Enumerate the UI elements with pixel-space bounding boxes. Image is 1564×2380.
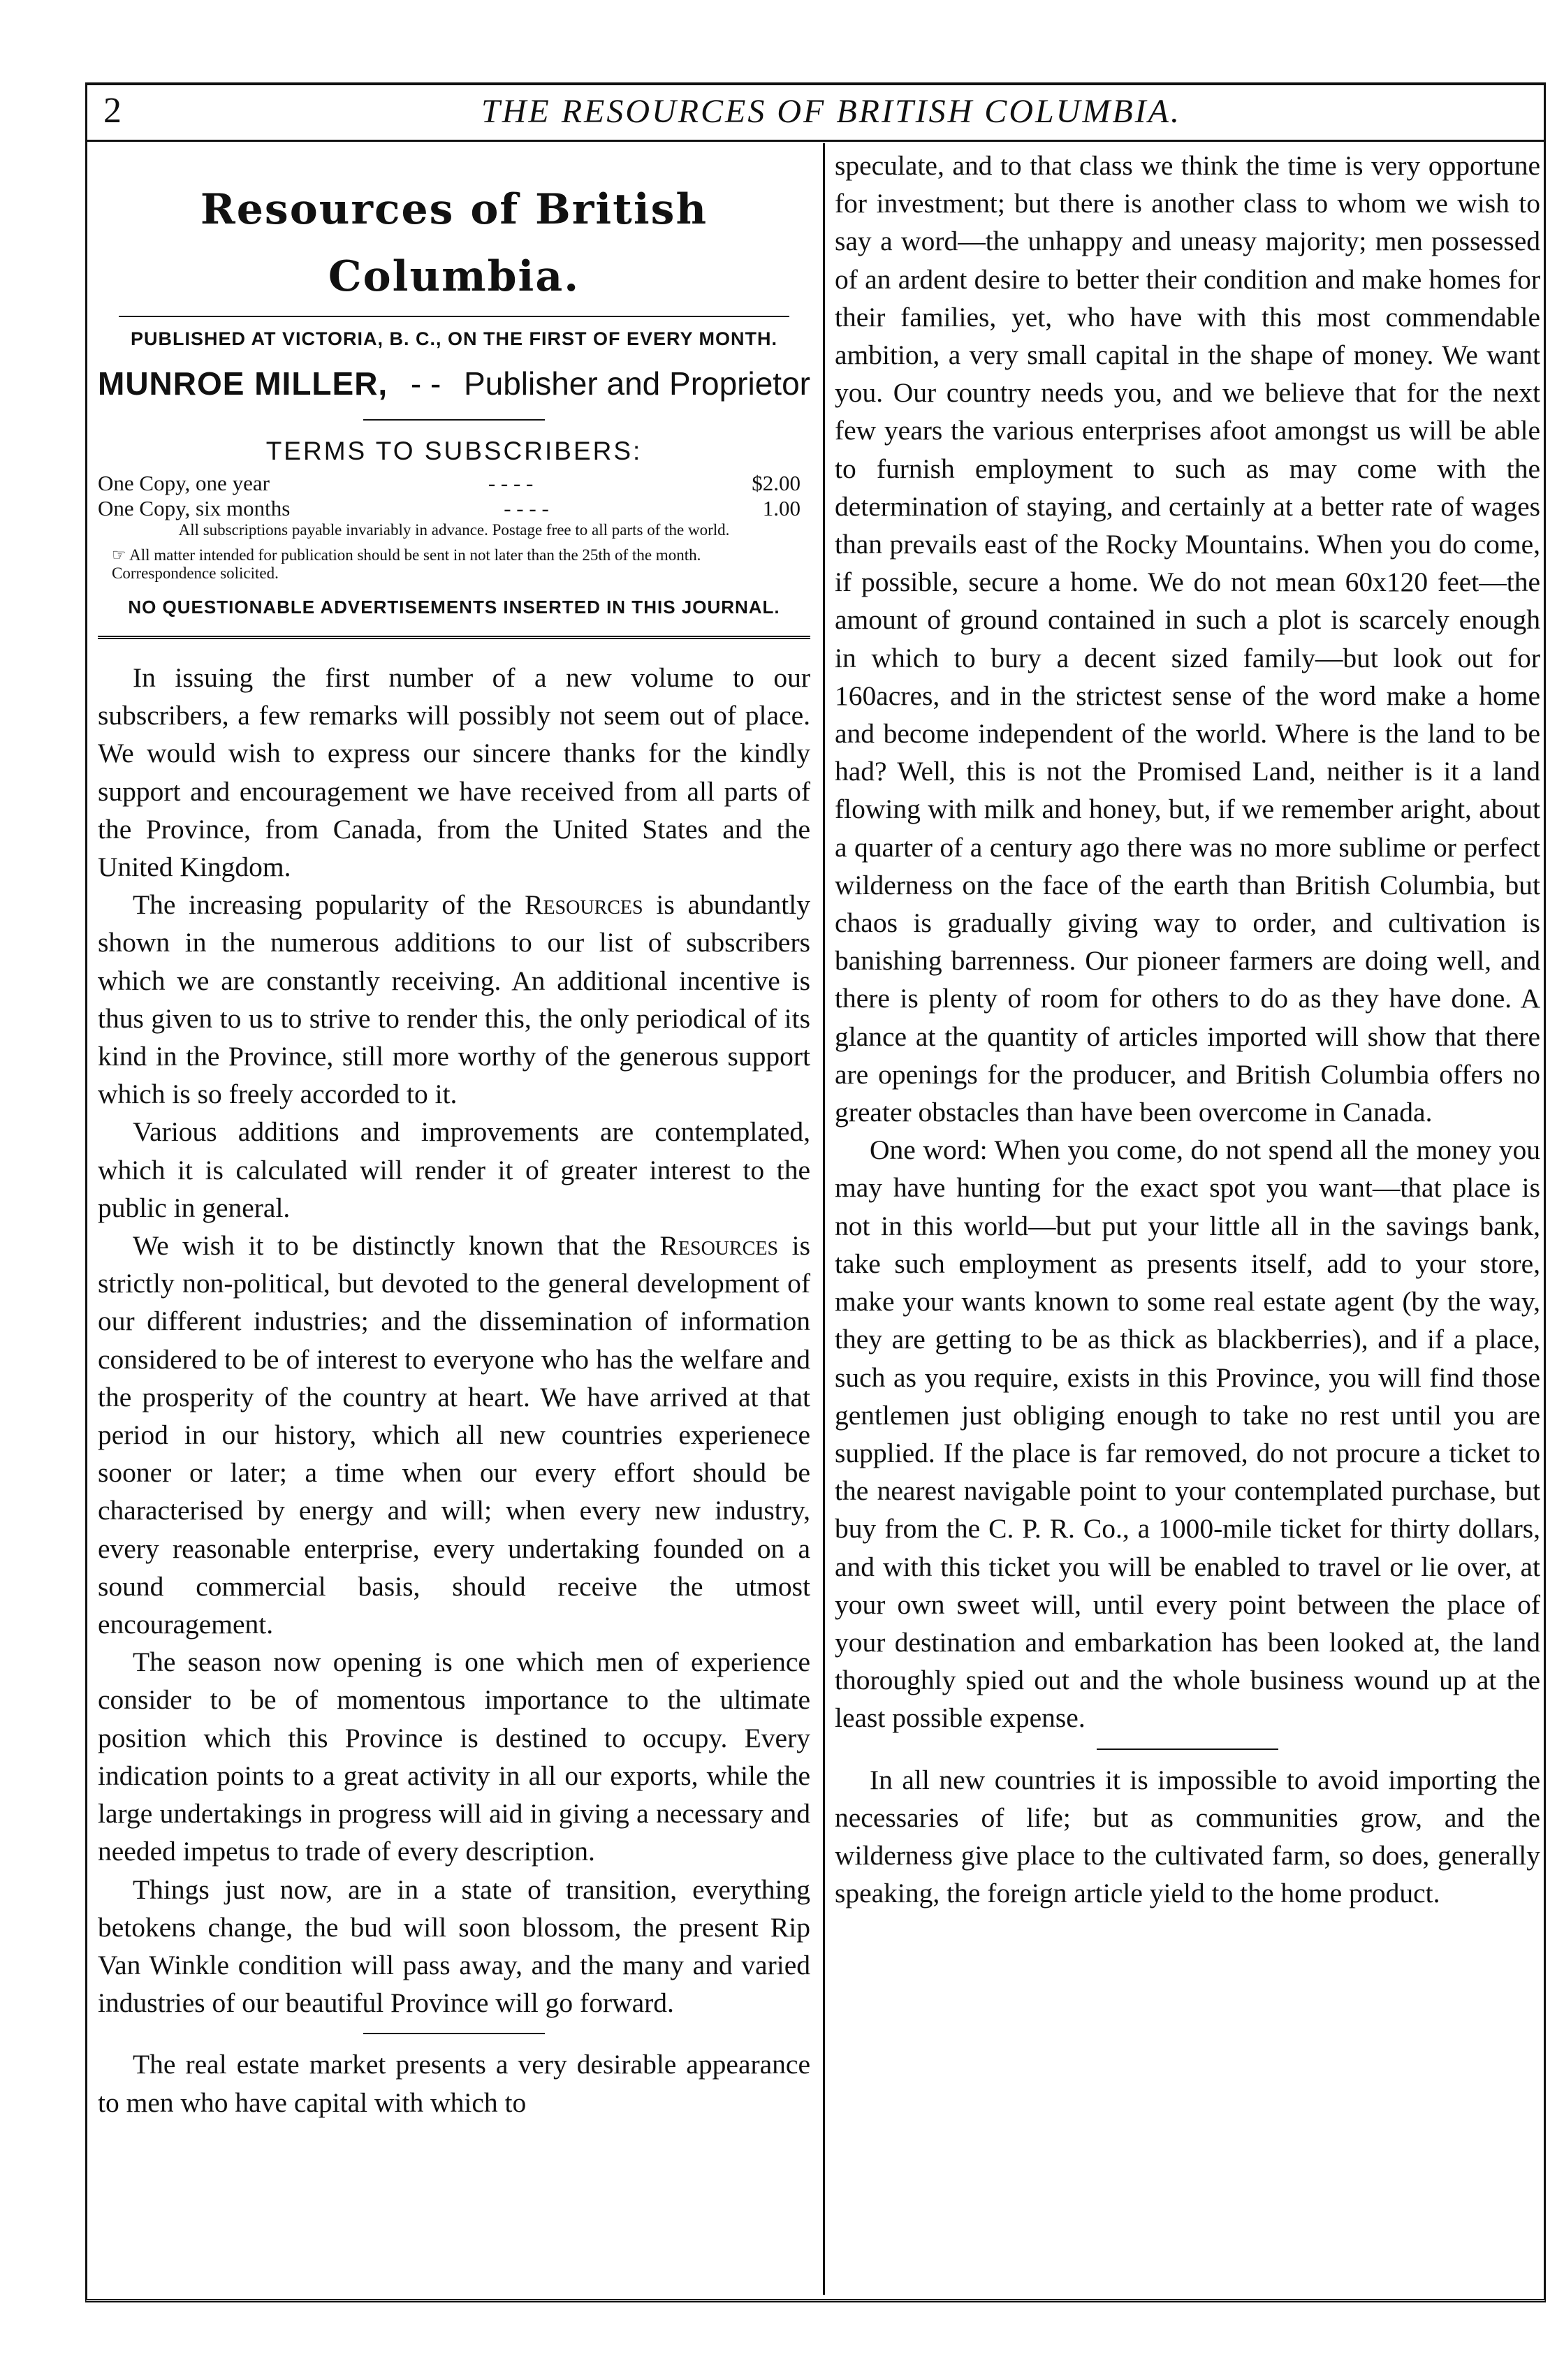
paragraph: In all new countries it is impossible to avoid importing the necessaries of life; but as communities grow, and the wilderness give place to the cultivated farm, so does, generally speaking, the foreign article yield to the home product. <box>835 1764 1540 1909</box>
journal-name: Resources <box>525 889 643 921</box>
price-dashes: - - - - <box>488 471 534 495</box>
paragraph-rest: is strictly non-political, but devoted to the general development of our different industries; and the dissemination of information considered to be of interest to everyone who has the welfare and the prosperity of the country at heart. We have arrived at that period in our history, which all new countries experienece sooner or later; a time when our every effort should be characterised by energy and will; when every new industry, every reasonable enterprise, every undertaking founded on a sound commercial basis, should receive the utmost encouragement. <box>98 1230 810 1640</box>
matter-note: ☞ All matter intended for publication should be sent in not later than the 25th of the month. Correspondence solicited. <box>112 546 701 582</box>
paragraph-lead: We wish it to be distinctly known that the <box>133 1230 660 1262</box>
publisher-dashes: - - <box>410 365 441 402</box>
publisher-line <box>98 359 810 408</box>
left-column <box>98 147 810 2122</box>
paragraph: The season now opening is one which men of experience consider to be of momentous importance to the ultimate position which this Province is destined to occupy. Every indication points to a great activity in all our exports, while the large undertakings in progress will aid in giving a necessary and needed impetus to trade of every description. <box>98 1647 810 1867</box>
price-row-year <box>98 471 810 496</box>
payment-note: All subscriptions payable invariably in advance. Postage free to all parts of the world. <box>178 521 730 539</box>
masthead-title: Resources of British Columbia. <box>200 185 708 301</box>
paragraph: One word: When you come, do not spend all the money you may have hunting for the exact spot you want—that place is not in this world—but put your little all in the savings bank, take such employment as presents itself, add to your store, make your wants known to some real estate agent (by the way, they are getting to be as thick as blackberries), and if a place, such as you require, exists in this Province, you will find those gentlemen just obliging enough to take no rest until you are supplied. If the place is far removed, do not procure a ticket to the nearest navigable point to your contemplated purchase, but buy from the C. P. R. Co., a 1000-mile ticket for thirty dollars, and with this ticket you will be enabled to travel or lie over, at your own sweet will, until every point between the place of your destination and embarkation has been looked at, the land thoroughly spied out and the whole business wound up at the least possible expense. <box>835 1134 1540 1734</box>
price-label: One Copy, one year <box>98 471 270 495</box>
masthead-rule <box>119 316 789 317</box>
paragraph <box>98 1227 810 1643</box>
section-rule <box>1097 1749 1278 1750</box>
page-number: 2 <box>103 91 122 131</box>
section-rule <box>363 2033 545 2034</box>
published-line: PUBLISHED AT VICTORIA, B. C., ON THE FIRST OF EVERY MONTH. <box>130 328 778 349</box>
paragraph: The real estate market presents a very desirable appearance to men who have capital with which to <box>98 2049 810 2118</box>
header-rule <box>85 140 1546 142</box>
publisher-name: MUNROE MILLER, <box>98 365 388 402</box>
terms-heading: TERMS TO SUBSCRIBERS: <box>265 437 643 465</box>
paragraph-continued: speculate, and to that class we think the time is very opportune for investment; but there is another class to whom we wish to say a word—the unhappy and uneasy majority; men possessed of an ardent desire to better their condition and make homes for their families, yet, who have with this most commendable ambition, a very small capital in the shape of money. We want you. Our country needs you, and we believe that for the next few years the various enterprises afoot amongst us will be able to furnish employment to such as may come with the determination of staying, and certainly at a better rate of wages than prevails east of the Rocky Mountains. When you do come, if possible, secure a home. We do not mean 60x120 feet—the amount of ground contained in such a plot is scarcely enough in which to bury a decent sized family—but look out for 160acres, and in the strictest sense of the word make a home and become independent of the world. Where is the land to be had? Well, this is not the Promised Land, neither is it a land flowing with milk and honey, but, if we remember aright, about a quarter of a century ago there was no more sublime or perfect wilderness on the face of the earth than British Columbia, but chaos is gradually giving way to order, and cultivation is banishing barrenness. Our pioneer farmers are doing well, and there is plenty of room for others to do as they have done. A glance at the quantity of articles imported will show that there are openings for the producer, and British Columbia offers no greater obstacles than have been overcome in Canada. <box>835 150 1540 1128</box>
paragraph-rest: is abundantly shown in the numerous additions to our list of subscribers which we are constantly receiving. An additional incentive is thus given to us to strive to render this, the only periodical of its kind in the Province, still more worthy of the generous support which is so freely accorded to it. <box>98 889 811 1110</box>
price-label: One Copy, six months <box>98 496 291 520</box>
price-dashes: - - - - <box>504 496 549 520</box>
masthead <box>98 176 810 639</box>
paragraph: Various additions and improvements are contemplated, which it is calculated will render it of greater interest to the public in general. <box>98 1116 810 1223</box>
masthead-double-rule <box>98 636 810 639</box>
price-value: $2.00 <box>752 471 801 495</box>
terms-rule <box>363 419 545 421</box>
paragraph: Things just now, are in a state of transition, everything betokens change, the bud will soon blossom, the present Rip Van Winkle condition will pass away, and the many and varied industries of our beautiful Province will go forward. <box>98 1874 810 2019</box>
price-value: 1.00 <box>762 496 801 520</box>
column-divider <box>823 143 825 2295</box>
journal-name: Resources <box>659 1230 779 1262</box>
paragraph-lead: The increasing popularity of the <box>133 889 525 921</box>
paragraph: In issuing the first number of a new volume to our subscribers, a few remarks will possibly not seem out of place. We would wish to express our sincere thanks for the kindly support and encouragement we have received from all parts of the Province, from Canada, from the United States and the United Kingdom. <box>98 662 810 883</box>
no-ads-notice: NO QUESTIONABLE ADVERTISEMENTS INSERTED IN THIS JOURNAL. <box>128 597 780 618</box>
price-row-six-months <box>98 496 810 521</box>
publisher-role: Publisher and Proprietor <box>463 365 810 402</box>
running-title: THE RESOURCES OF BRITISH COLUMBIA. <box>481 93 1181 130</box>
paragraph <box>98 886 810 1113</box>
right-column <box>835 147 1540 1912</box>
